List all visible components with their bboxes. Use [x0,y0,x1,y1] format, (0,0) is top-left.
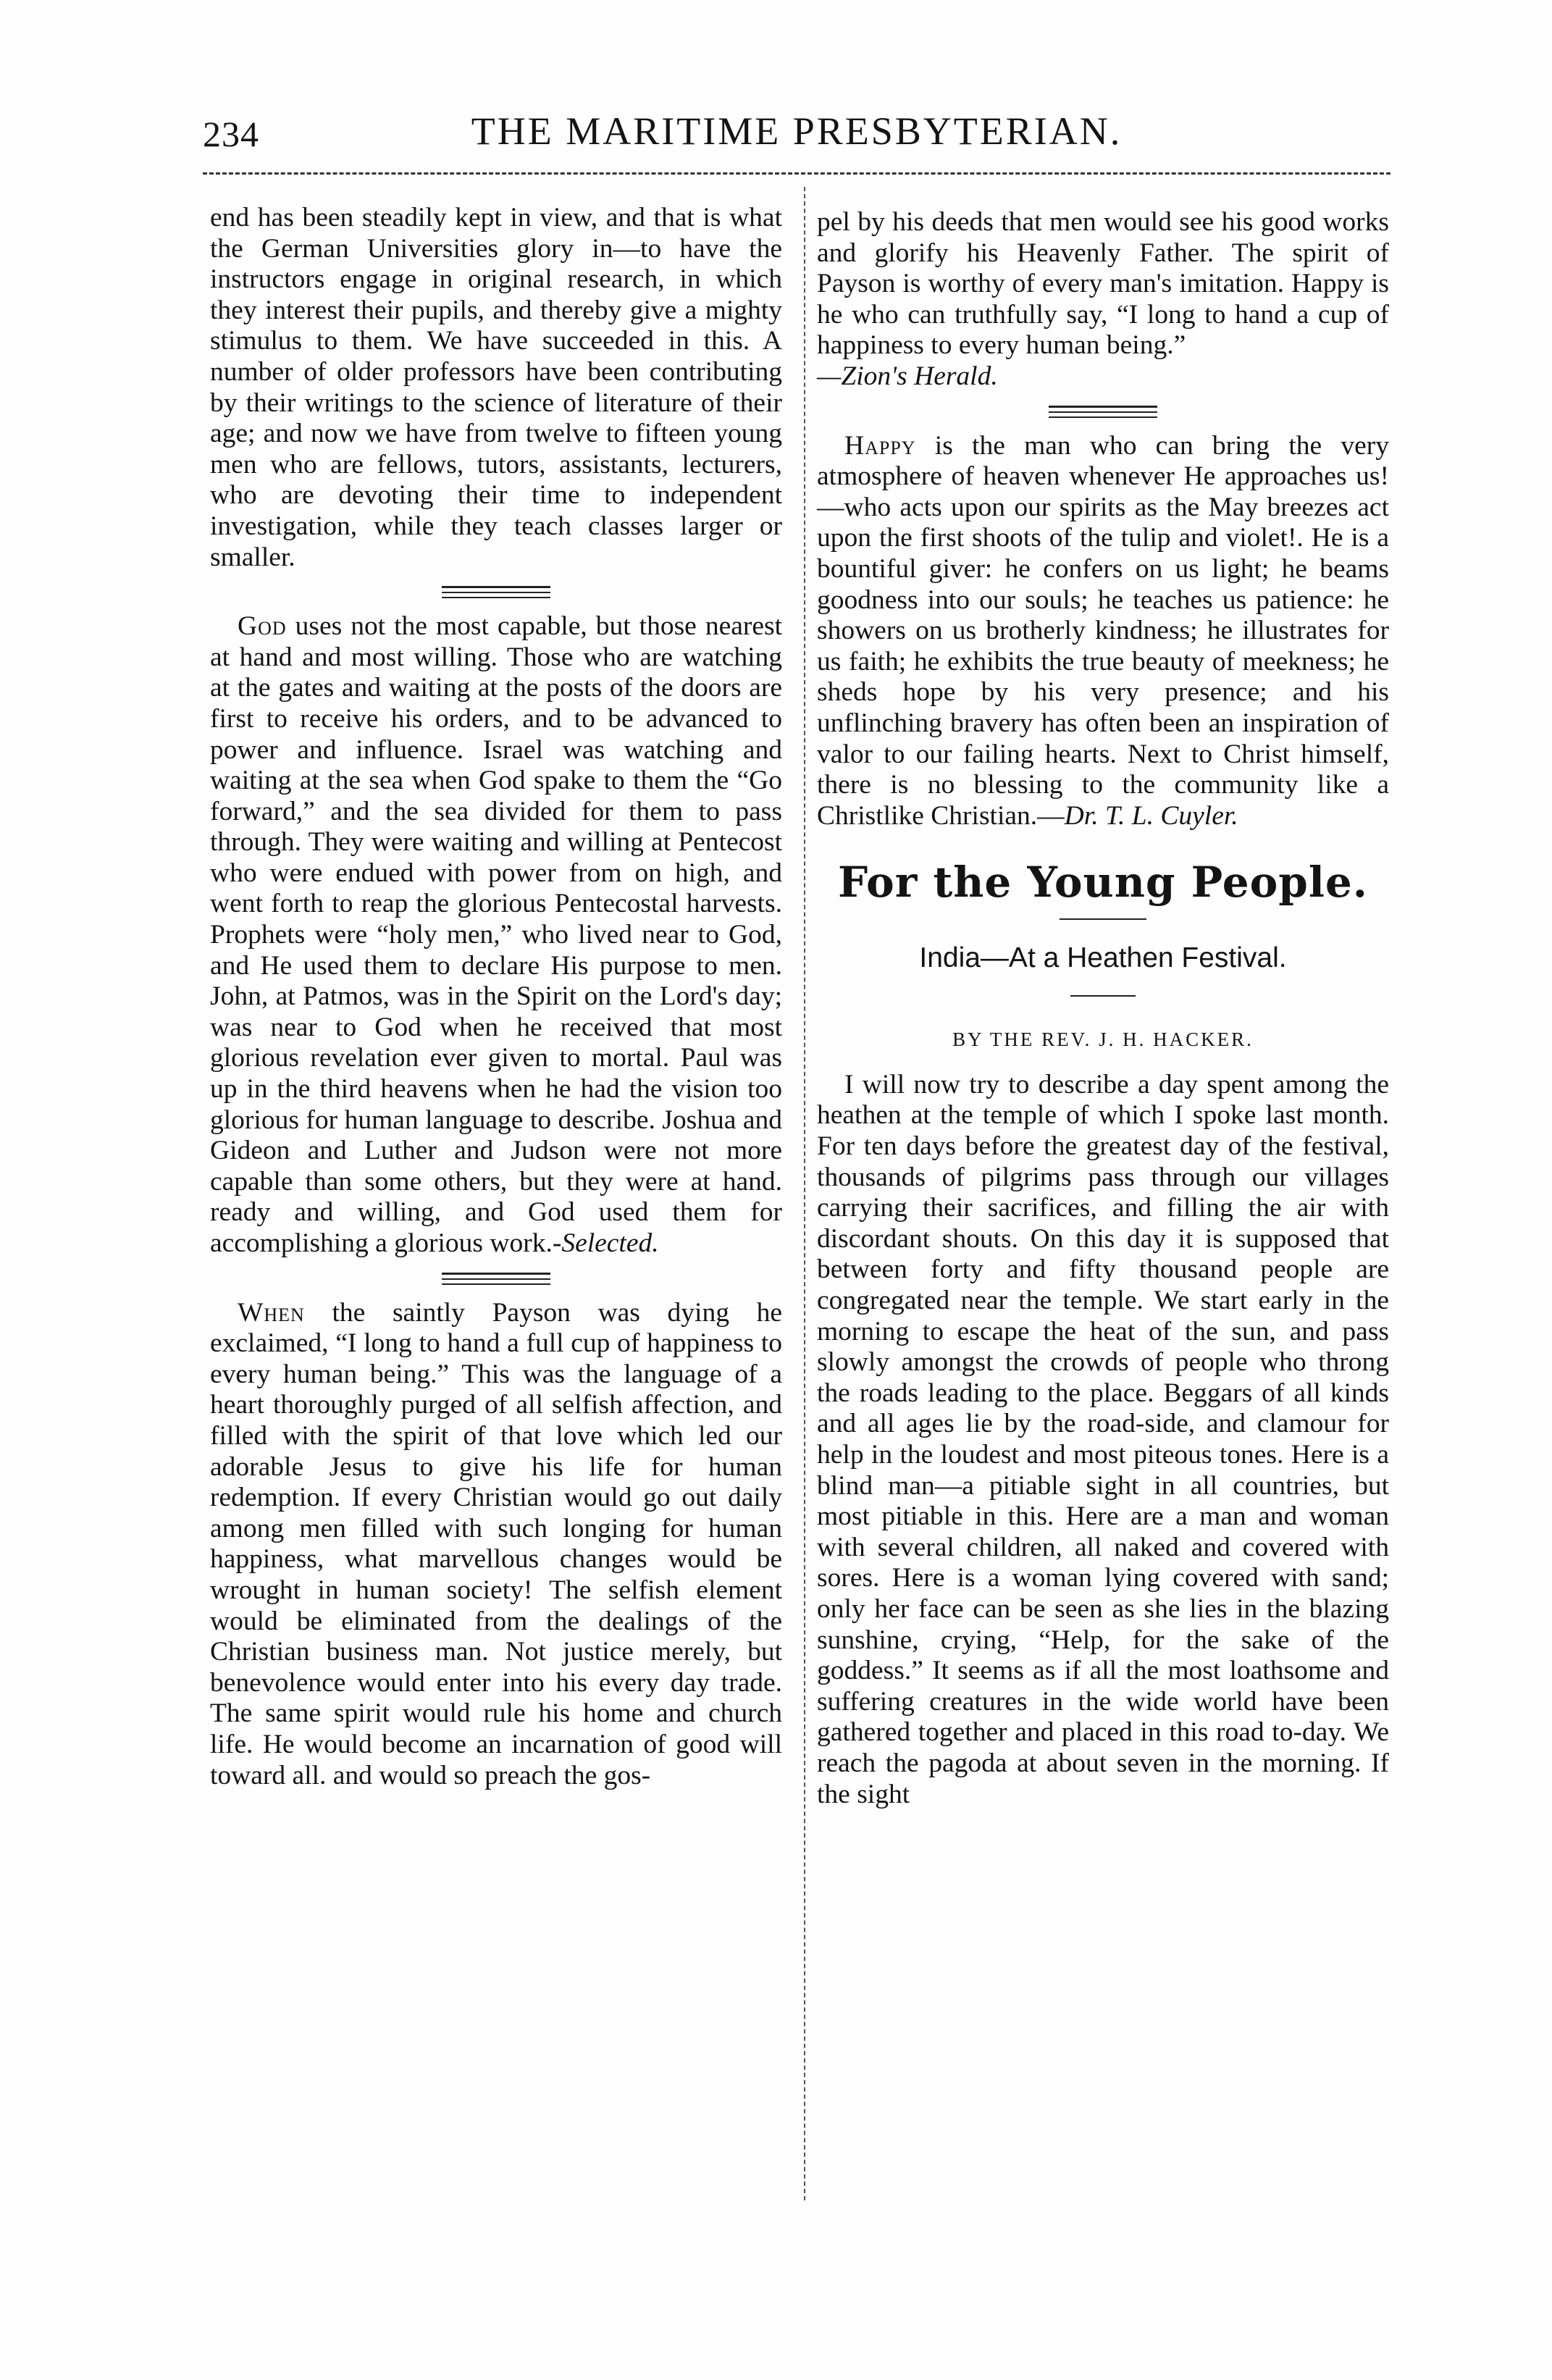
story-title: India—At a Heathen Festival. [919,942,1287,974]
article-source: -Selected. [552,1228,659,1258]
article-payson [210,1298,782,1792]
right-column [817,207,1389,1810]
article-happy-man [817,431,1389,832]
article-body: uses not the most capable, but those nearest at hand and most willing. Those who are watching at the gates and waiting at the posts of the doors are first to receive his orders, and to be advanced to power and influence. Israel was watching and waiting at the sea when God spake to them the “Go forward,” and the sea divided for them to pass through. They were waiting and willing at Pentecost who were endued with power from on high, and went forth to reap the glorious Pentecostal harvests. Prophets were “holy men,” who lived near to God, and He used them to declare His purpose to men. John, at Patmos, was in the Spirit on the Lord's day; was near to God when he received that most glorious revelation ever given to mortal. Paul was up in the third heavens when he had the vision too glorious for human language to describe. Joshua and Gideon and Luther and Judson were not more capable than some others, but they were at hand. ready and willing, and God used them for accomplishing a glorious work. [210,611,782,1258]
lead-word: When [238,1297,305,1328]
lead-word: Happy [844,430,916,461]
title-rule [1070,995,1136,997]
article-payson-continued [817,207,1389,393]
page-number: 234 [203,114,259,154]
story-byline: BY THE REV. J. H. HACKER. [952,1028,1254,1051]
section-separator [442,1273,550,1285]
article-source: —Zion's Herald. [817,361,998,391]
page-header [203,109,1390,159]
article-source: Dr. T. L. Cuyler. [1064,800,1238,831]
lead-word: God [238,611,287,642]
article-continuation: end has been steadily kept in view, and that is what the German Universities glory in—to have the instructors engage in original research, in which they interest their pupils, and thereby give a mighty stimulus to them. We have succeeded in this. A number of older professors have been contributing by their writings to the science of literature of their age; and now we have from twelve to fifteen young men who are fellows, tutors, assistants, lecturers, who are devoting their time to independent investigation, while they teach classes larger or smaller. [210,203,782,572]
left-column [210,203,782,1791]
section-separator [442,586,550,598]
article-god-uses [210,611,782,1259]
heading-rule [1060,918,1146,920]
column-divider [804,187,805,2200]
section-separator [1049,406,1157,418]
running-title: THE MARITIME PRESBYTERIAN. [471,109,1123,153]
article-body: is the man who can bring the very atmosphere of heaven whenever He approaches us!—who acts upon our spirits as the May breezes act upon the first shoots of the tulip and violet!. He is a bountiful giver: he confers on us light; he beams goodness into our souls; he teaches us patience: he showers on us brotherly kindness; he illustrates for us faith; he exhibits the true beauty of meekness; he sheds hope by his very presence; and his unflinching bravery has often been an inspiration of valor to our failing hearts. Next to Christ himself, there is no blessing to the community like a Christlike Christian.— [817,430,1389,831]
article-body: the saintly Payson was dying he exclaimed, “I long to hand a full cup of happiness to every human being.” This was the language of a heart thoroughly purged of all selfish affection, and filled with the spirit of that love which led our adorable Jesus to give his life for human redemption. If every Christian would go out daily among men filled with such longing for human happiness, what marvellous changes would be wrought in human society! The selfish element would be eliminated from the dealings of the Christian business man. Not justice merely, but benevolence would enter into his every day trade. The same spirit would rule his home and church life. He would become an incarnation of good will toward all. and would so preach the gos- [210,1297,782,1790]
section-heading: For the Young People. [838,858,1368,908]
header-rule [203,172,1390,175]
story-body: I will now try to describe a day spent among the heathen at the temple of which I spoke last month. For ten days before the greatest day of the festival, thousands of pilgrims pass through our villages carrying their sacrifices, and filling the air with discordant shouts. On this day it is supposed that between forty and fifty thousand people are congregated near the temple. We start early in the morning to escape the heat of the sun, and pass slowly amongst the crowds of people who throng the roads leading to the place. Beggars of all kinds and all ages lie by the road-side, and clamour for help in the loudest and most piteous tones. Here is a blind man—a pitiable sight in all countries, but most pitiable in this. Here are a man and woman with several children, all naked and covered with sores. Here is a woman lying covered with sand; only her face can be seen as she lies in the blazing sunshine, crying, “Help, for the sake of the goddess.” It seems as if all the most loathsome and suffering creatures in the wide world have been gathered together and placed in this road to-day. We reach the pagoda at about seven in the morning. If the sight [817,1069,1389,1809]
article-body: pel by his deeds that men would see his good works and glorify his Heavenly Father. The spirit of Payson is worthy of every man's imitation. Happy is he who can truthfully say, “I long to hand a cup of happiness to every human being.” [817,207,1389,361]
